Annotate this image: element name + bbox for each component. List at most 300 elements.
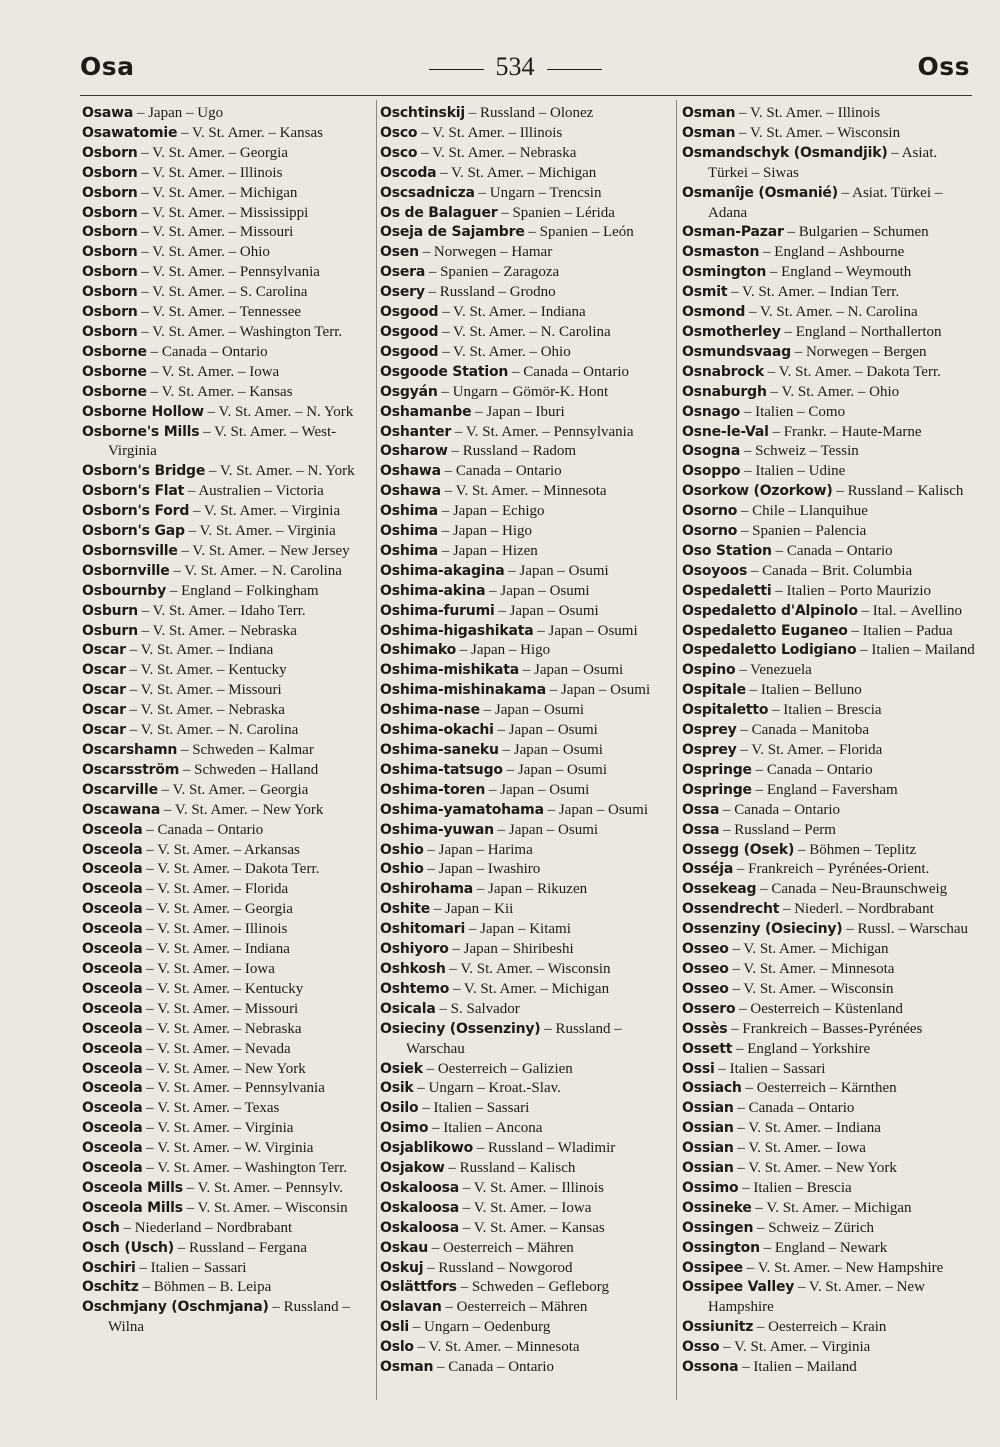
gazetteer-entry <box>82 1139 372 1159</box>
entry-location: – V. St. Amer. – Mississippi <box>137 204 309 221</box>
gazetteer-entry <box>82 144 372 164</box>
entry-headword: Osli <box>380 1319 410 1336</box>
entry-headword: Osso <box>682 1339 720 1356</box>
gazetteer-entry <box>682 841 974 861</box>
gazetteer-entry <box>82 522 372 542</box>
entry-location: – Italien – Porto Maurizio <box>771 582 932 599</box>
gazetteer-entry <box>380 263 670 283</box>
gazetteer-entry <box>682 1040 974 1060</box>
gazetteer-entry <box>682 124 974 144</box>
gazetteer-entry <box>380 363 670 383</box>
gazetteer-entry <box>82 462 372 482</box>
gazetteer-entry <box>682 263 974 283</box>
entry-location: – V. St. Amer. – New Hampshire <box>708 1279 925 1316</box>
gazetteer-entry <box>682 701 974 721</box>
gazetteer-entry <box>682 781 974 801</box>
gazetteer-entry <box>380 661 670 681</box>
entry-headword: Oscarsström <box>82 761 180 778</box>
gazetteer-entry <box>682 741 974 761</box>
entry-headword: Oschmjany (Oschmjana) <box>82 1299 269 1316</box>
entry-headword: Ossineke <box>682 1199 752 1216</box>
entry-location: – Russland – Kalisch <box>444 1160 576 1177</box>
entry-headword: Oshawa <box>380 463 441 480</box>
entry-location: – Canada – Ontario <box>440 463 562 480</box>
gazetteer-entry <box>682 343 974 363</box>
entry-location: – Japan – Osumi <box>485 781 590 798</box>
entry-headword: Osik <box>380 1080 414 1097</box>
gazetteer-entry <box>82 1199 372 1219</box>
entry-location: – Japan – Higo <box>456 642 551 659</box>
entry-headword: Oshawa <box>380 483 441 500</box>
entry-headword: Oscarshamn <box>82 742 178 758</box>
entry-headword: Oscsadnicza <box>380 184 475 201</box>
entry-headword: Osborne <box>82 383 147 400</box>
entry-headword: Ossimo <box>682 1179 739 1196</box>
entry-location: – V. St. Amer. – Pennsylvania <box>137 264 320 281</box>
gazetteer-entry <box>682 622 974 642</box>
gazetteer-entry <box>682 1119 974 1139</box>
entry-location: – Canada – Ontario <box>433 1359 555 1376</box>
entry-headword: Osiek <box>380 1060 423 1077</box>
gazetteer-entry <box>82 1079 372 1099</box>
gazetteer-entry <box>380 1318 670 1338</box>
entry-headword: Osceola <box>82 1080 143 1097</box>
entry-headword: Osceola <box>82 1060 143 1077</box>
gazetteer-entry <box>682 821 974 841</box>
entry-headword: Osceola Mills <box>82 1199 183 1216</box>
entry-headword: Osgood <box>380 304 439 321</box>
gazetteer-entry <box>682 323 974 343</box>
entry-location: – Russl. – Warschau <box>842 921 969 938</box>
gazetteer-entry <box>82 900 372 920</box>
gazetteer-entry <box>82 1040 372 1060</box>
gazetteer-entry <box>380 1020 670 1060</box>
gazetteer-entry <box>82 980 372 1000</box>
entry-headword: Oshanter <box>380 423 452 440</box>
entry-location: – Russland – Kalisch <box>832 483 964 500</box>
entry-headword: Oshima-yamatohama <box>380 801 544 818</box>
gazetteer-entry <box>82 582 372 602</box>
entry-location: – Italien – Brescia <box>738 1179 852 1196</box>
entry-location: – V. St. Amer. – Illinois <box>142 921 288 938</box>
gazetteer-entry <box>682 184 974 224</box>
entry-headword: Oshitomari <box>380 921 466 938</box>
gazetteer-entry <box>380 1159 670 1179</box>
gazetteer-entry <box>682 1179 974 1199</box>
gazetteer-entry <box>380 980 670 1000</box>
entry-headword: Ossingen <box>682 1219 754 1236</box>
gazetteer-entry <box>82 880 372 900</box>
entry-location: – Oesterreich – Galizien <box>422 1060 573 1077</box>
entry-location: – V. St. Amer. – Kansas <box>146 383 293 400</box>
entry-headword: Oshio <box>380 861 424 878</box>
entry-location: – Oesterreich – Krain <box>753 1319 887 1336</box>
entry-headword: Osborne <box>82 343 147 360</box>
entry-location: – V. St. Amer. – Ohio <box>766 383 900 400</box>
gazetteer-entry <box>82 641 372 661</box>
gazetteer-entry <box>682 920 974 940</box>
entry-headword: Ospino <box>682 662 736 679</box>
gazetteer-entry <box>82 1099 372 1119</box>
entry-location: – V. St. Amer. – Pennsylvania <box>451 423 634 440</box>
gazetteer-entry <box>380 423 670 443</box>
entry-location: – Japan – Osumi <box>519 662 624 679</box>
entry-headword: Osawatomie <box>82 124 178 141</box>
entry-headword: Osceola <box>82 921 143 938</box>
gazetteer-entry <box>380 1338 670 1358</box>
page-number: 534 <box>495 52 535 81</box>
gazetteer-entry <box>82 1239 372 1259</box>
gazetteer-entry <box>380 1199 670 1219</box>
gazetteer-entry <box>682 860 974 880</box>
gazetteer-entry <box>682 721 974 741</box>
gazetteer-entry <box>380 343 670 363</box>
entry-headword: Osburn <box>82 622 138 639</box>
entry-location: – Oesterreich – Küstenland <box>735 1000 903 1017</box>
gazetteer-entry <box>682 880 974 900</box>
gazetteer-entry <box>682 442 974 462</box>
gazetteer-entry <box>82 423 372 463</box>
gazetteer-entry <box>82 661 372 681</box>
entry-location: – S. Salvador <box>435 1000 520 1017</box>
entry-location: – V. St. Amer. – Kentucky <box>125 662 287 679</box>
gazetteer-entry <box>82 403 372 423</box>
entry-location: – Russland – Fergana <box>173 1239 307 1256</box>
gazetteer-entry <box>682 602 974 622</box>
entry-location: – V. St. Amer. – S. Carolina <box>137 284 308 301</box>
entry-location: – Frankreich – Pyrénées-Orient. <box>733 861 930 878</box>
entry-location: – V. St. Amer. – Kansas <box>177 124 323 141</box>
gazetteer-entry <box>380 104 670 124</box>
entry-headword: Osgood <box>380 323 439 340</box>
entry-location: – Russland – Wladimir <box>473 1140 616 1157</box>
entry-headword: Oshio <box>380 841 424 858</box>
gazetteer-entry <box>82 562 372 582</box>
entry-headword: Ossett <box>682 1040 733 1057</box>
entry-location: – V. St. Amer. – Michigan <box>728 941 889 958</box>
gazetteer-entry <box>82 860 372 880</box>
entry-location: – V. St. Amer. – Missouri <box>142 1000 299 1017</box>
gazetteer-entry <box>380 821 670 841</box>
entry-headword: Osco <box>380 124 418 141</box>
entry-location: – Canada – Ontario <box>146 343 268 360</box>
entry-location: – England – Faversham <box>751 781 898 798</box>
entry-location: – Japan – Osumi <box>485 582 590 599</box>
entry-headword: Oshima-mishikata <box>380 662 520 679</box>
entry-location: – Italien – Sassari <box>135 1259 247 1276</box>
gazetteer-entry <box>682 1159 974 1179</box>
entry-headword: Osburn <box>82 602 138 619</box>
entry-location: – V. St. Amer. – Nebraska <box>142 1020 302 1037</box>
entry-location: – V. St. Amer. – Iowa <box>459 1199 592 1216</box>
entry-location: – V. St. Amer. – N. Carolina <box>745 304 918 321</box>
gazetteer-entry <box>380 920 670 940</box>
entry-headword: Osborn <box>82 304 138 321</box>
gazetteer-entry <box>380 562 670 582</box>
gazetteer-entry <box>380 1139 670 1159</box>
entry-location: – Japan – Osumi <box>494 602 599 619</box>
entry-location: – V. St. Amer. – New Hampshire <box>742 1259 944 1276</box>
gazetteer-entry <box>82 343 372 363</box>
entry-column-1 <box>82 104 372 1338</box>
entry-headword: Osne-le-Val <box>682 423 769 440</box>
entry-headword: Osicala <box>380 1000 436 1017</box>
entry-headword: Ospedaletto d'Alpinolo <box>682 602 858 619</box>
entry-headword: Oscar <box>82 722 126 739</box>
entry-location: – Japan – Osumi <box>545 682 651 699</box>
entry-headword: Osborn <box>82 244 138 261</box>
gazetteer-entry <box>82 920 372 940</box>
entry-location: – Canada – Manitoba <box>736 722 870 739</box>
entry-headword: Ossian <box>682 1100 734 1117</box>
entry-headword: Oschitz <box>82 1279 139 1296</box>
gazetteer-entry <box>380 1119 670 1139</box>
entry-location: – V. St. Amer. – Nebraska <box>417 144 577 161</box>
entry-headword: Oshima <box>380 523 438 540</box>
gazetteer-entry <box>82 204 372 224</box>
entry-location: – Japan – Rikuzen <box>472 881 588 898</box>
entry-location: – V. St. Amer. – Indiana <box>438 304 586 321</box>
entry-headword: Ossiunitz <box>682 1319 754 1336</box>
entry-headword: Oslavan <box>380 1299 442 1316</box>
entry-location: – Canada – Ontario <box>508 363 629 380</box>
entry-location: – Bulgarien – Schumen <box>783 224 929 241</box>
gazetteer-entry <box>380 900 670 920</box>
entry-headword: Osborn <box>82 144 138 161</box>
entry-headword: Osséja <box>682 861 734 878</box>
gazetteer-entry <box>82 323 372 343</box>
entry-location: – V. St. Amer. – Georgia <box>157 781 309 798</box>
entry-headword: Osceola <box>82 901 143 918</box>
entry-headword: Ospitaletto <box>682 702 769 719</box>
header-divider <box>80 95 972 96</box>
entry-location: – Ungarn – Oedenburg <box>409 1319 551 1336</box>
entry-headword: Osjablikowo <box>380 1140 474 1157</box>
entry-location: – V. St. Amer. – Washington Terr. <box>137 323 343 340</box>
gazetteer-entry <box>82 124 372 144</box>
gazetteer-entry <box>82 104 372 124</box>
entry-headword: Osceola <box>82 1000 143 1017</box>
gazetteer-entry <box>82 223 372 243</box>
gazetteer-entry <box>82 542 372 562</box>
gazetteer-entry <box>380 741 670 761</box>
entry-location: – Spanien – León <box>524 224 634 241</box>
gazetteer-entry <box>82 184 372 204</box>
entry-headword: Oshima-yuwan <box>380 821 494 838</box>
entry-headword: Ossi <box>682 1060 715 1077</box>
gazetteer-entry <box>380 403 670 423</box>
entry-location: – Italien – Ancona <box>428 1120 543 1137</box>
entry-headword: Oseja de Sajambre <box>380 224 525 241</box>
entry-headword: Ossa <box>682 821 720 838</box>
entry-headword: Ossa <box>682 801 720 818</box>
entry-headword: Osery <box>380 284 425 301</box>
gazetteer-entry <box>682 423 974 443</box>
gazetteer-entry <box>82 1020 372 1040</box>
entry-location: – V. St. Amer. – Kentucky <box>142 980 304 997</box>
entry-headword: Osoppo <box>682 463 741 480</box>
entry-headword: Oscar <box>82 662 126 679</box>
entry-location: – Schweden – Halland <box>179 761 319 778</box>
entry-headword: Oshima <box>380 542 438 559</box>
entry-headword: Osborne's Mills <box>82 423 200 440</box>
entry-location: – Italien – Mailand <box>738 1359 857 1376</box>
entry-location: – V. St. Amer. – Missouri <box>137 224 294 241</box>
gazetteer-entry <box>682 1318 974 1338</box>
gazetteer-entry <box>380 303 670 323</box>
gazetteer-entry <box>682 542 974 562</box>
entry-headword: Osharow <box>380 443 448 460</box>
gazetteer-entry <box>682 1199 974 1219</box>
entry-headword: Oshima-nase <box>380 702 480 719</box>
gazetteer-entry <box>380 602 670 622</box>
entry-location: – V. St. Amer. – New York <box>733 1160 897 1177</box>
gazetteer-entry <box>682 1338 974 1358</box>
entry-headword: Osmond <box>682 304 746 321</box>
gazetteer-entry <box>82 781 372 801</box>
entry-headword: Oshima-akagina <box>380 562 505 579</box>
entry-location: – Norwegen – Bergen <box>790 343 927 360</box>
entry-location: – Australien – Victoria <box>184 483 324 500</box>
entry-headword: Osceola <box>82 821 143 838</box>
gazetteer-entry <box>380 1060 670 1080</box>
gazetteer-entry <box>82 741 372 761</box>
entry-location: – Japan – Kii <box>430 901 514 918</box>
gazetteer-entry <box>682 1000 974 1020</box>
gazetteer-entry <box>682 1239 974 1259</box>
entry-location: – Italien – Mailand <box>856 642 975 659</box>
entry-headword: Osbornville <box>82 562 170 579</box>
gazetteer-entry <box>82 1219 372 1239</box>
entry-headword: Osceola Mills <box>82 1179 183 1196</box>
entry-location: – V. St. Amer. – Idaho Terr. <box>137 602 306 619</box>
gazetteer-entry <box>380 1079 670 1099</box>
entry-location: – V. St. Amer. – New York <box>160 801 324 818</box>
entry-location: – Spanien – Lérida <box>497 204 615 221</box>
entry-headword: Osman <box>682 124 736 141</box>
entry-headword: Osprey <box>682 722 737 739</box>
entry-location: – V. St. Amer. – Iowa <box>733 1140 866 1157</box>
entry-headword: Oscar <box>82 642 126 659</box>
entry-location: – Russland – Perm <box>719 821 836 838</box>
entry-location: – V. St. Amer. – Iowa <box>142 960 275 977</box>
entry-headword: Osorkow (Ozorkow) <box>682 483 833 500</box>
gazetteer-entry <box>82 622 372 642</box>
entry-location: – V. St. Amer. – Washington Terr. <box>142 1160 348 1177</box>
gazetteer-entry <box>380 164 670 184</box>
gazetteer-entry <box>82 761 372 781</box>
entry-headword: Oskaloosa <box>380 1219 460 1236</box>
entry-location: – Japan – Osumi <box>533 622 638 639</box>
entry-location: – V. St. Amer. – Michigan <box>751 1199 912 1216</box>
gazetteer-entry <box>682 641 974 661</box>
entry-location: – V. St. Amer. – Texas <box>142 1100 280 1117</box>
entry-location: – Frankreich – Basses-Pyrénées <box>727 1020 923 1037</box>
entry-headword: Oshimako <box>380 642 456 659</box>
entry-headword: Oshima-furumi <box>380 602 495 619</box>
entry-location: – V. St. Amer. – Michigan <box>449 980 610 997</box>
entry-headword: Osmandschyk (Osmandjik) <box>682 144 888 161</box>
entry-location: – Japan – Harima <box>423 841 533 858</box>
entry-headword: Ospringe <box>682 781 752 798</box>
gazetteer-entry <box>682 1079 974 1099</box>
entry-headword: Osimo <box>380 1120 429 1137</box>
entry-headword: Ospringe <box>682 761 752 778</box>
entry-headword: Osawa <box>82 105 134 121</box>
entry-headword: Oscawana <box>82 801 161 818</box>
gazetteer-entry <box>682 303 974 323</box>
entry-headword: Osgood <box>380 343 439 360</box>
entry-headword: Oscoda <box>380 164 437 181</box>
entry-headword: Ossona <box>682 1359 739 1376</box>
entry-location: – Italien – Sassari <box>714 1060 826 1077</box>
entry-headword: Ossipee Valley <box>682 1279 795 1296</box>
gazetteer-entry <box>380 641 670 661</box>
entry-location: – V. St. Amer. – Indiana <box>125 642 274 659</box>
entry-headword: Osmotherley <box>682 323 781 340</box>
entry-headword: Oshima-okachi <box>380 722 494 739</box>
entry-column-3 <box>682 104 974 1378</box>
entry-location: – V. St. Amer. – Dakota Terr. <box>764 363 941 380</box>
entry-location: – V. St. Amer. – Pennsylv. <box>182 1179 343 1196</box>
entry-headword: Osborne Hollow <box>82 403 204 420</box>
entry-headword: Osman-Pazar <box>682 224 784 241</box>
entry-location: – V. St. Amer. – N. Carolina <box>169 562 342 579</box>
entry-headword: Ossiach <box>682 1080 742 1097</box>
entry-location: – Japan – Osumi <box>543 801 648 818</box>
gazetteer-entry <box>82 1159 372 1179</box>
entry-headword: Osoyoos <box>682 562 748 579</box>
gazetteer-entry <box>682 104 974 124</box>
gazetteer-entry <box>682 223 974 243</box>
gazetteer-entry <box>682 144 974 184</box>
gazetteer-entry <box>380 462 670 482</box>
entry-location: – Italien – Udine <box>740 463 846 480</box>
gazetteer-entry <box>82 383 372 403</box>
gazetteer-entry <box>82 1259 372 1279</box>
entry-location: – Oesterreich – Kärnthen <box>741 1080 897 1097</box>
entry-headword: Osborn <box>82 224 138 241</box>
entry-location: – V. St. Amer. – Illinois <box>735 105 881 121</box>
gazetteer-entry <box>380 622 670 642</box>
gazetteer-entry <box>380 940 670 960</box>
entry-headword: Ossendrecht <box>682 901 780 918</box>
entry-location: – V. St. Amer. – Wisconsin <box>728 980 894 997</box>
entry-location: – V. St. Amer. – Minnesota <box>413 1339 580 1356</box>
entry-location: – Canada – Ontario <box>719 801 841 818</box>
gazetteer-entry <box>380 1358 670 1378</box>
entry-headword: Osmundsvaag <box>682 343 791 360</box>
entry-location: – Ungarn – Trencsin <box>474 184 602 201</box>
entry-headword: Osbornsville <box>82 542 178 559</box>
gazetteer-entry <box>380 1259 670 1279</box>
entry-column-2 <box>380 104 670 1378</box>
entry-location: – V. St. Amer. – Minnesota <box>440 483 607 500</box>
gazetteer-entry <box>682 761 974 781</box>
entry-headword: Osilo <box>380 1100 419 1117</box>
entry-location: – V. St. Amer. – Illinois <box>417 124 563 141</box>
entry-location: – Venezuela <box>735 662 812 679</box>
gazetteer-entry <box>82 1000 372 1020</box>
column-divider <box>376 100 377 1400</box>
gazetteer-entry <box>380 223 670 243</box>
entry-location: – V. St. Amer. – N. Carolina <box>438 323 611 340</box>
gazetteer-entry <box>82 1179 372 1199</box>
entry-location: – V. St. Amer. – Iowa <box>146 363 280 380</box>
gazetteer-entry <box>82 1119 372 1139</box>
gazetteer-entry <box>380 184 670 204</box>
entry-headword: Oshima-akina <box>380 582 486 599</box>
